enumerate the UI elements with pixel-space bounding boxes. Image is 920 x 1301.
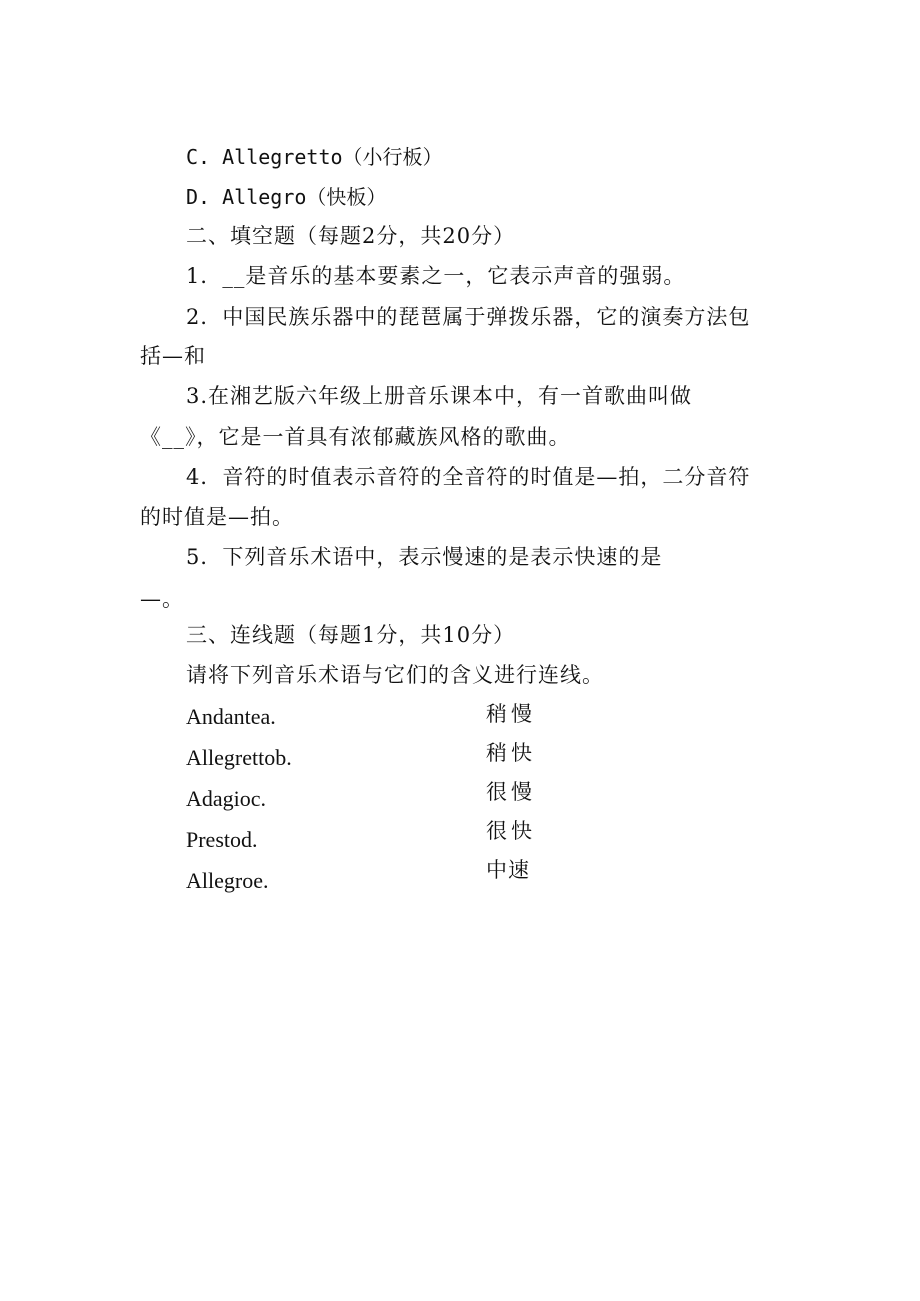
meaning-item: 稍快 — [486, 741, 536, 765]
section2-heading: 二、填空题（每题2分，共20分） — [186, 224, 516, 248]
term-item: Allegrettob. — [186, 745, 292, 770]
option-c — [186, 143, 443, 171]
question-4-line2: 的时值是—拍。 — [140, 505, 294, 529]
option-c-text: C. Allegretto（小行板） — [186, 145, 443, 169]
term-item: Andantea. — [186, 704, 276, 729]
meaning-item: 稍慢 — [486, 702, 536, 726]
question-5-line1: 5．下列音乐术语中，表示慢速的是表示快速的是 — [186, 545, 663, 569]
term-item: Adagioc. — [186, 786, 267, 811]
meaning-item: 很快 — [486, 819, 536, 843]
question-1: 1．__是音乐的基本要素之一，它表示声音的强弱。 — [186, 264, 686, 288]
question-2-line1: 2．中国民族乐器中的琵琶属于弹拨乐器，它的演奏方法包 — [186, 305, 751, 329]
question-5-line2: —。 — [140, 587, 184, 611]
section3-heading: 三、连线题（每题1分，共10分） — [186, 623, 516, 647]
question-2-line2: 括—和 — [140, 344, 206, 368]
question-3-line1: 3.在湘艺版六年级上册音乐课本中，有一首歌曲叫做 — [186, 384, 693, 408]
option-d — [186, 183, 386, 211]
meaning-item: 中速 — [486, 858, 530, 882]
question-3-line2: 《__》，它是一首具有浓郁藏族风格的歌曲。 — [140, 425, 571, 449]
question-4-line1: 4．音符的时值表示音符的全音符的时值是—拍，二分音符 — [186, 465, 751, 489]
term-item: Allegroe. — [186, 868, 269, 893]
meaning-item: 很慢 — [486, 780, 536, 804]
section3-instruction: 请将下列音乐术语与它们的含义进行连线。 — [186, 663, 604, 687]
option-d-text: D. Allegro（快板） — [186, 185, 387, 209]
term-item: Prestod. — [186, 827, 258, 852]
